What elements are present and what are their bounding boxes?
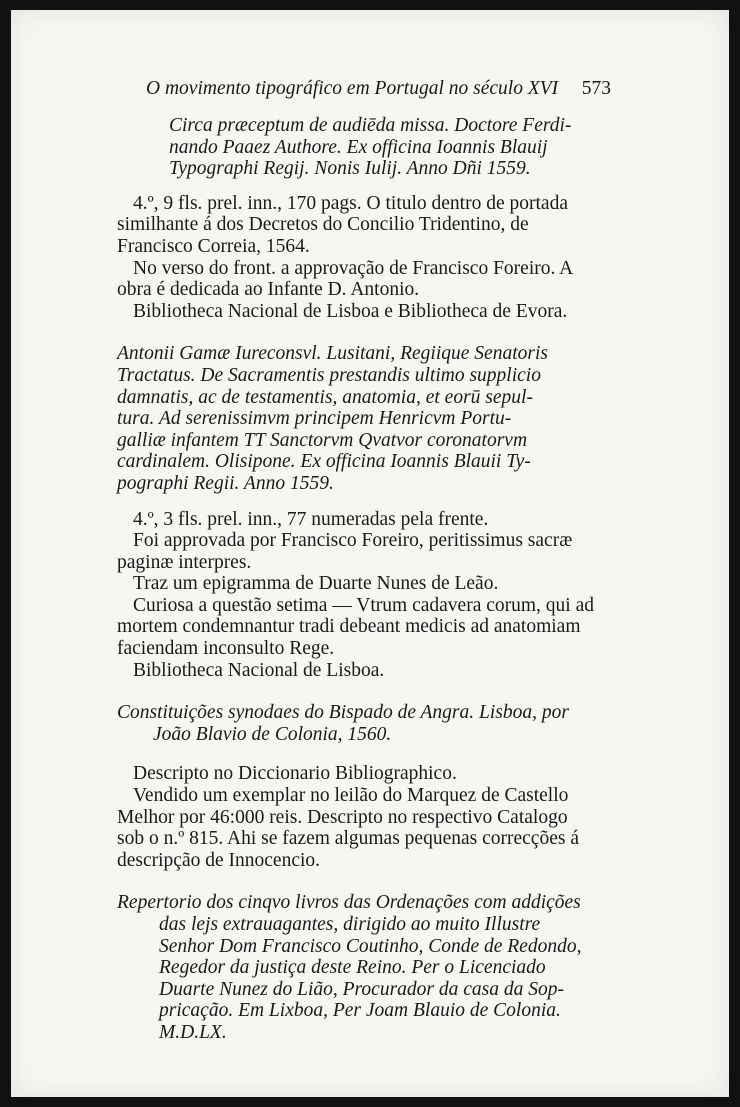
title-line: Antonii Gamæ Iureconsvl. Lusitani, Regiique Senatoris [117, 343, 548, 365]
holdings-paragraph: Bibliotheca Nacional de Lisboa e Bibliotheca de Evora. [133, 300, 568, 322]
title-line: Constituições synodaes do Bispado de Angra. Lisboa, por [117, 702, 569, 724]
running-header [146, 78, 611, 100]
entry-title [117, 343, 597, 494]
title-line: Senhor Dom Francisco Coutinho, Conde de Redondo, [159, 935, 582, 957]
title-line: Repertorio dos cinqvo livros das Ordenações com addições [117, 892, 581, 914]
description-paragraph: No verso do front. a approvação de Francisco Foreiro. A obra é dedicada ao Infante D. Antonio. [117, 257, 573, 301]
title-line: Typographi Regij. Nonis Iulij. Anno Dñi 1559. [169, 158, 531, 180]
title-line: Circa præceptum de audiēda missa. Doctore Ferdi- [169, 115, 572, 136]
description-paragraph: Vendido um exemplar no leilão do Marquez de Castello Melhor por 46:000 reis. Descripto no respectivo Catalogo sob o n.º 815. Ahi se fazem algumas pequenas correcções á descripção de Innocencio. [117, 785, 579, 871]
description-paragraph: Foi approvada por Francisco Foreiro, peritissimus sacræ paginæ interpres. [117, 530, 573, 573]
entry-title [117, 702, 597, 745]
title-line: Tractatus. De Sacramentis prestandis ultimo supplicio [117, 364, 541, 386]
description-paragraph: Traz um epigramma de Duarte Nunes de Leão. [133, 573, 499, 595]
title-line: pographi Regii. Anno 1559. [117, 472, 334, 494]
title-line: M.D.LX. [159, 1021, 227, 1043]
title-line: Duarte Nunez do Lião, Procurador da casa da Sop- [159, 978, 564, 1000]
entry-title [117, 115, 597, 180]
title-line: João Blavio de Colonia, 1560. [153, 723, 392, 745]
description-paragraph: Curiosa a questão setima — Vtrum cadavera corum, qui ad mortem condemnantur tradi debeant medicis ad anatomiam faciendam inconsulto Rege. [117, 594, 595, 660]
entry-3 [117, 702, 597, 871]
entry-1 [117, 115, 597, 322]
title-line: galliæ infantem TT Sanctorvm Qvatvor coronatorvm [117, 429, 528, 451]
title-line: tura. Ad serenissimvm principem Henricvm Portu- [117, 408, 512, 430]
entry-2 [117, 343, 597, 681]
entry-title [117, 892, 597, 1043]
title-line: damnatis, ac de testamentis, anatomia, et eorū sepul- [117, 386, 533, 408]
page-body [117, 115, 597, 1044]
title-line: cardinalem. Olisipone. Ex officina Ioannis Blauii Ty- [117, 451, 531, 473]
title-line: pricação. Em Lixboa, Per Joam Blauio de Colonia. [159, 1000, 561, 1022]
description-paragraph: 4.º, 9 fls. prel. inn., 170 pags. O titulo dentro de portada similhante á dos Decretos do Concilio Tridentino, de Francisco Correia, 1564. [117, 192, 568, 257]
title-line: nando Paaez Authore. Ex officina Ioannis Blauij [169, 136, 548, 158]
entry-4 [117, 892, 597, 1043]
holdings-paragraph: Bibliotheca Nacional de Lisboa. [133, 659, 385, 681]
running-title: O movimento tipográfico em Portugal no século XVI [146, 78, 559, 99]
title-line: das lejs extrauagantes, dirigido ao muito Illustre [159, 914, 541, 935]
page-number: 573 [581, 78, 611, 99]
title-line: Regedor da justiça deste Reino. Per o Licenciado [159, 957, 546, 979]
description-paragraph: Descripto no Diccionario Bibliographico. [133, 763, 457, 785]
description-paragraph: 4.º, 3 fls. prel. inn., 77 numeradas pela frente. [133, 508, 489, 530]
